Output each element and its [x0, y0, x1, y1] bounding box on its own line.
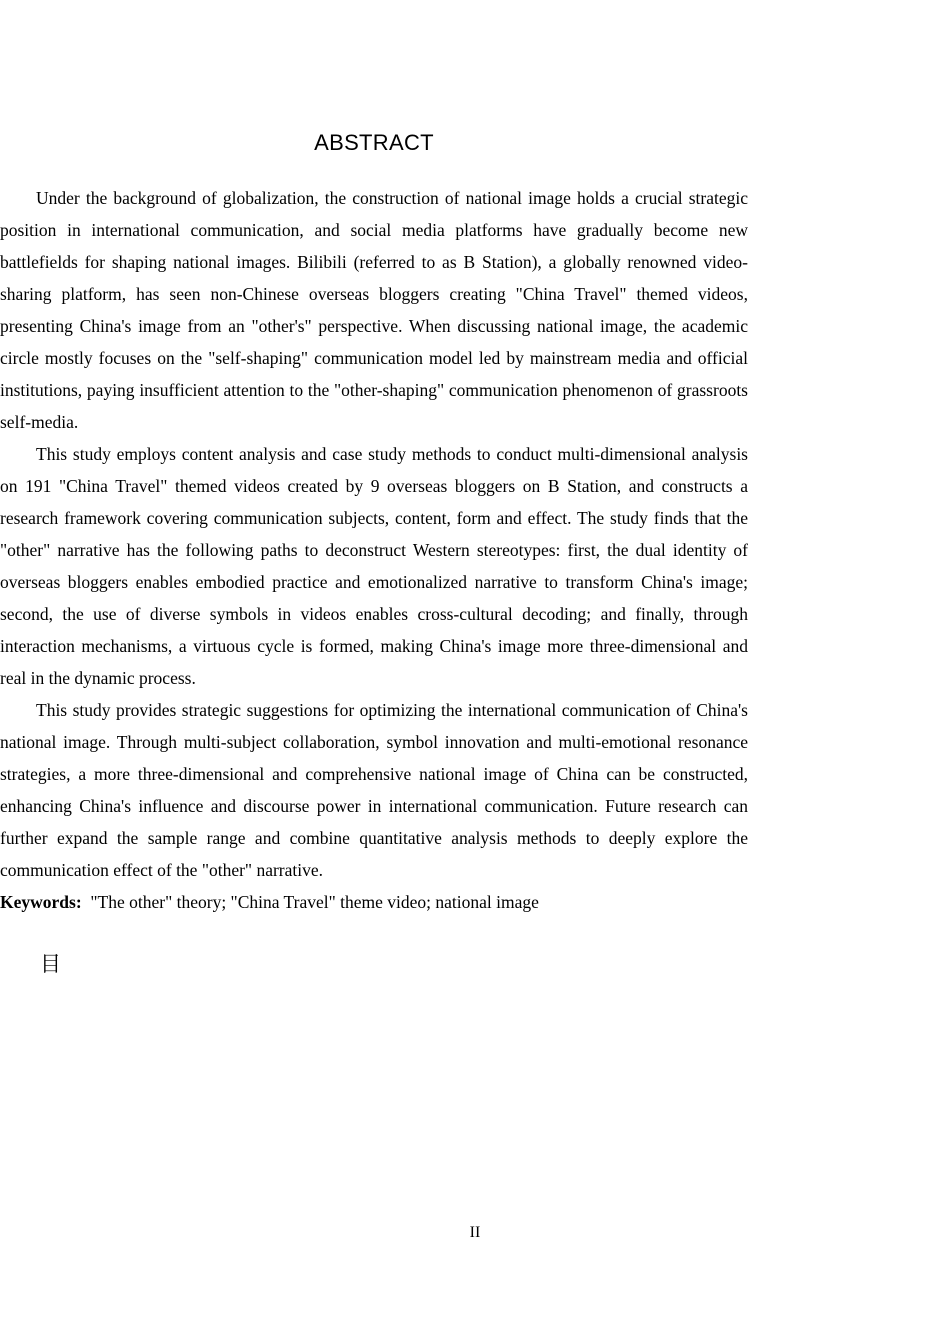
keywords-values: "The other" theory; "China Travel" theme video; national image — [90, 892, 539, 912]
abstract-body — [0, 182, 748, 980]
abstract-paragraph-3: This study provides strategic suggestions for optimizing the international communication of China's national image. Through multi-subject collaboration, symbol innovation and multi-emotional resonance strategies, a more three-dimensional and comprehensive national image of China can be constructed, enhancing China's influence and discourse power in international communication. Future research can further expand the sample range and combine quantitative analysis methods to deeply explore the communication effect of the "other" narrative. — [0, 700, 748, 880]
page-title: ABSTRACT — [314, 129, 434, 155]
keywords-line — [0, 886, 748, 918]
toc-marker-character: 目 — [40, 952, 61, 976]
abstract-paragraph-2: This study employs content analysis and case study methods to conduct multi-dimensional analysis on 191 "China Travel" themed videos created by 9 overseas bloggers on B Station, and constructs a research framework covering communication subjects, content, form and effect. The study finds that the "other" narrative has the following paths to deconstruct Western stereotypes: first, the dual identity of overseas bloggers enables embodied practice and emotionalized narrative to transform China's image; second, the use of diverse symbols in videos enables cross-cultural decoding; and finally, through interaction mechanisms, a virtuous cycle is formed, making China's image more three-dimensional and real in the dynamic process. — [0, 444, 748, 688]
keywords-label: Keywords: — [0, 892, 82, 912]
abstract-paragraph-1: Under the background of globalization, the construction of national image holds a crucial strategic position in international communication, and social media platforms have gradually become new battlefields for shaping national images. Bilibili (referred to as B Station), a globally renowned video-sharing platform, has seen non-Chinese overseas bloggers creating "China Travel" themed videos, presenting China's image from an "other's" perspective. When discussing national image, the academic circle mostly focuses on the "self-shaping" communication model led by mainstream media and official institutions, paying insufficient attention to the "other-shaping" communication phenomenon of grassroots self-media. — [0, 188, 748, 432]
page-number-footer: II — [469, 1224, 481, 1241]
